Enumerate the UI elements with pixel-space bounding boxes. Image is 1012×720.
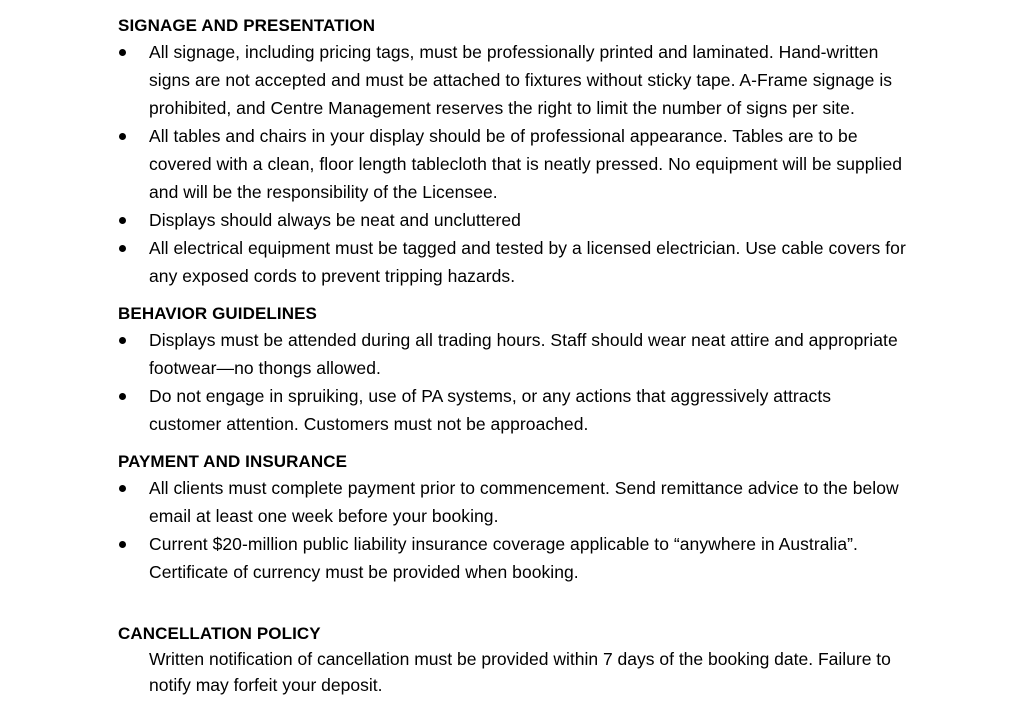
list-item — [118, 38, 908, 122]
bullet-icon — [119, 49, 126, 56]
list-item — [118, 206, 908, 234]
bullet-icon — [119, 133, 126, 140]
section-heading: PAYMENT AND INSURANCE — [118, 452, 348, 471]
list-item-text: Current $20-million public liability insurance coverage applicable to “anywhere in Australia”. Certificate of currency must be provided when booking. — [149, 534, 858, 582]
list-item-text: All electrical equipment must be tagged and tested by a licensed electrician. Use cable covers for any exposed cords to prevent tripping hazards. — [149, 238, 906, 286]
list-item — [118, 326, 908, 382]
list-item-text: Displays should always be neat and uncluttered — [149, 210, 521, 230]
list-item — [118, 530, 908, 586]
section-payment-and-insurance — [118, 450, 908, 586]
list-item-text: Displays must be attended during all trading hours. Staff should wear neat attire and appropriate footwear—no thongs allowed. — [149, 330, 898, 378]
bullet-icon — [119, 485, 126, 492]
bullet-icon — [119, 217, 126, 224]
list-item — [118, 474, 908, 530]
bullet-list — [118, 474, 908, 586]
list-item — [118, 234, 908, 290]
bullet-icon — [119, 541, 126, 548]
bullet-icon — [119, 245, 126, 252]
list-item — [118, 382, 908, 438]
section-behavior-guidelines — [118, 302, 908, 438]
cancellation-text: Written notification of cancellation must be provided within 7 days of the booking date. Failure to notify may forfeit your deposit. — [149, 649, 891, 695]
section-cancellation-policy — [118, 622, 908, 698]
list-item-text: Do not engage in spruiking, use of PA systems, or any actions that aggressively attracts customer attention. Customers must not be approached. — [149, 386, 832, 434]
bullet-list — [118, 326, 908, 438]
list-item-text: All signage, including pricing tags, must be professionally printed and laminated. Hand-written signs are not accepted and must be attached to fixtures without sticky tape. A-Frame signage is prohibited, and Centre Management reserves the right to limit the number of signs per site. — [149, 42, 893, 118]
bullet-list — [118, 38, 908, 290]
bullet-icon — [119, 337, 126, 344]
list-item — [118, 122, 908, 206]
section-heading: SIGNAGE AND PRESENTATION — [118, 16, 376, 35]
document-body — [118, 14, 908, 698]
section-signage-and-presentation — [118, 14, 908, 290]
section-heading: CANCELLATION POLICY — [118, 624, 321, 643]
list-item-text: All tables and chairs in your display should be of professional appearance. Tables are to be covered with a clean, floor length tablecloth that is neatly pressed. No equipment will be supplied and will be the responsibility of the Licensee. — [149, 126, 903, 202]
section-heading: BEHAVIOR GUIDELINES — [118, 304, 317, 323]
list-item-text: All clients must complete payment prior to commencement. Send remittance advice to the below email at least one week before your booking. — [149, 478, 899, 526]
bullet-icon — [119, 393, 126, 400]
